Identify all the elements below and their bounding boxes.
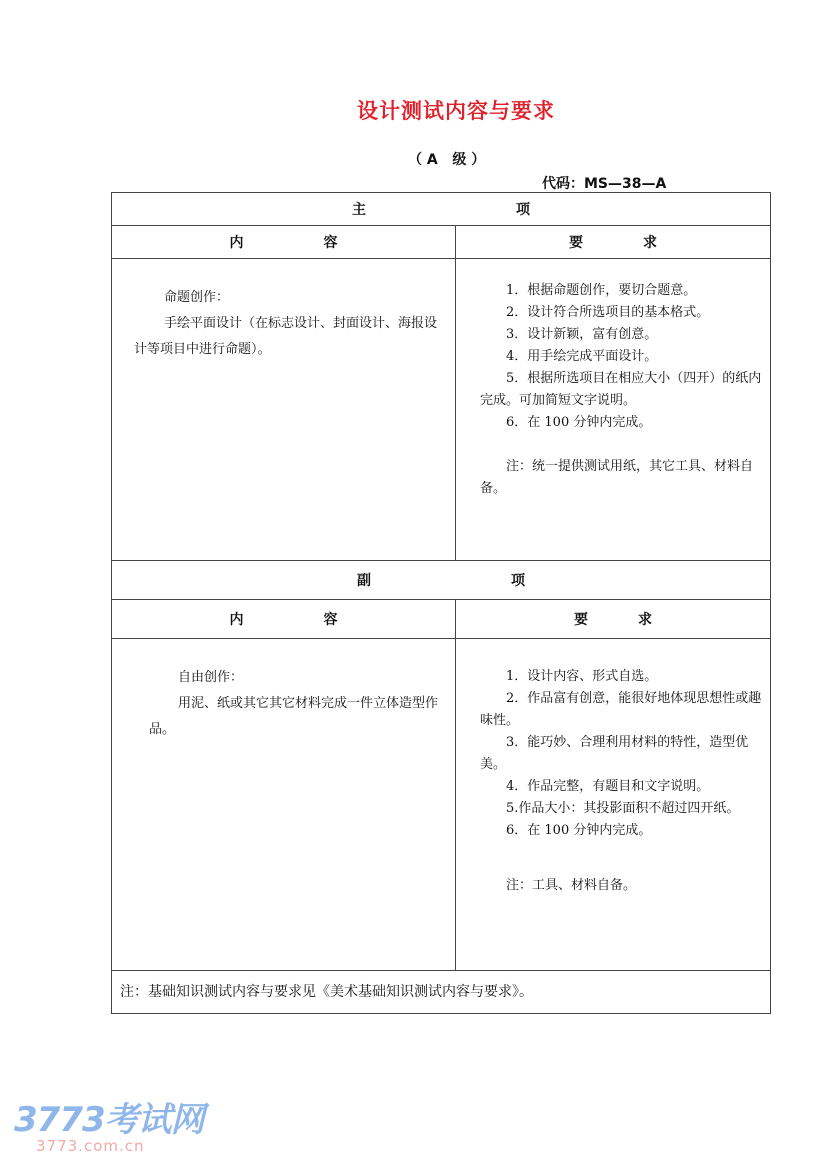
col-req-2: 求 xyxy=(643,235,657,251)
main-content-cell xyxy=(112,259,456,560)
secondary-content-cell xyxy=(112,639,456,970)
col-req-2: 求 xyxy=(638,612,652,628)
secondary-column-headers xyxy=(112,600,770,639)
document-title: 设计测试内容与要求 xyxy=(357,99,555,123)
requirement-item: 1．根据命题创作，要切合题意。 xyxy=(506,283,697,298)
secondary-requirements-cell xyxy=(456,639,770,970)
requirement-item: 3．设计新颖，富有创意。 xyxy=(506,327,658,342)
requirement-item: 6．在 100 分钟内完成。 xyxy=(506,415,652,430)
main-body-row xyxy=(112,259,770,561)
watermark-logo: 3773考试网 3773.com.cn xyxy=(14,1100,204,1155)
col-content-1: 内 xyxy=(229,235,244,251)
requirement-note: 注：统一提供测试用纸，其它工具、材料自备。 xyxy=(480,459,754,496)
heading-right: 项 xyxy=(516,202,530,218)
content-line: 手绘平面设计（在标志设计、封面设计、海报设计等项目中进行命题）。 xyxy=(134,316,438,357)
heading-right: 项 xyxy=(511,573,525,589)
secondary-body-row xyxy=(112,639,770,971)
main-column-headers xyxy=(112,226,770,259)
col-content-2: 容 xyxy=(323,235,338,251)
requirement-item: 4．用手绘完成平面设计。 xyxy=(506,349,658,364)
col-content-1: 内 xyxy=(229,612,244,628)
heading-left: 主 xyxy=(352,202,366,218)
content-line: 用泥、纸或其它其它材料完成一件立体造型作品。 xyxy=(149,696,439,737)
col-req-1: 要 xyxy=(569,235,583,251)
heading-left: 副 xyxy=(357,573,371,589)
requirement-item: 2．作品富有创意，能很好地体现思想性或趣味性。 xyxy=(480,691,762,728)
level-label: （ A 级 ） xyxy=(408,152,486,168)
requirement-item: 4．作品完整，有题目和文字说明。 xyxy=(506,779,710,794)
requirement-item: 2．设计符合所选项目的基本格式。 xyxy=(506,305,710,320)
col-content-2: 容 xyxy=(323,612,338,628)
main-requirements-cell xyxy=(456,259,770,560)
main-section-header xyxy=(112,193,770,226)
requirement-item: 3．能巧妙、合理利用材料的特性，造型优美。 xyxy=(480,735,749,772)
secondary-section-header xyxy=(112,561,770,600)
content-line: 自由创作： xyxy=(178,670,244,685)
requirements-table xyxy=(111,192,771,1014)
footer-note-row xyxy=(112,971,770,1013)
requirement-note: 注：工具、材料自备。 xyxy=(506,878,637,893)
requirement-item: 5.作品大小：其投影面积不超过四开纸。 xyxy=(506,801,740,816)
requirement-item: 1．设计内容、形式自选。 xyxy=(506,669,658,684)
requirement-item: 5．根据所选项目在相应大小（四开）的纸内完成。可加简短文字说明。 xyxy=(480,371,762,408)
requirement-item: 6．在 100 分钟内完成。 xyxy=(506,823,652,838)
col-req-1: 要 xyxy=(574,612,588,628)
content-line: 命题创作： xyxy=(164,290,230,305)
code-label: 代码：MS—38—A xyxy=(542,176,667,192)
footer-note: 注：基础知识测试内容与要求见《美术基础知识测试内容与要求》。 xyxy=(120,984,533,1000)
